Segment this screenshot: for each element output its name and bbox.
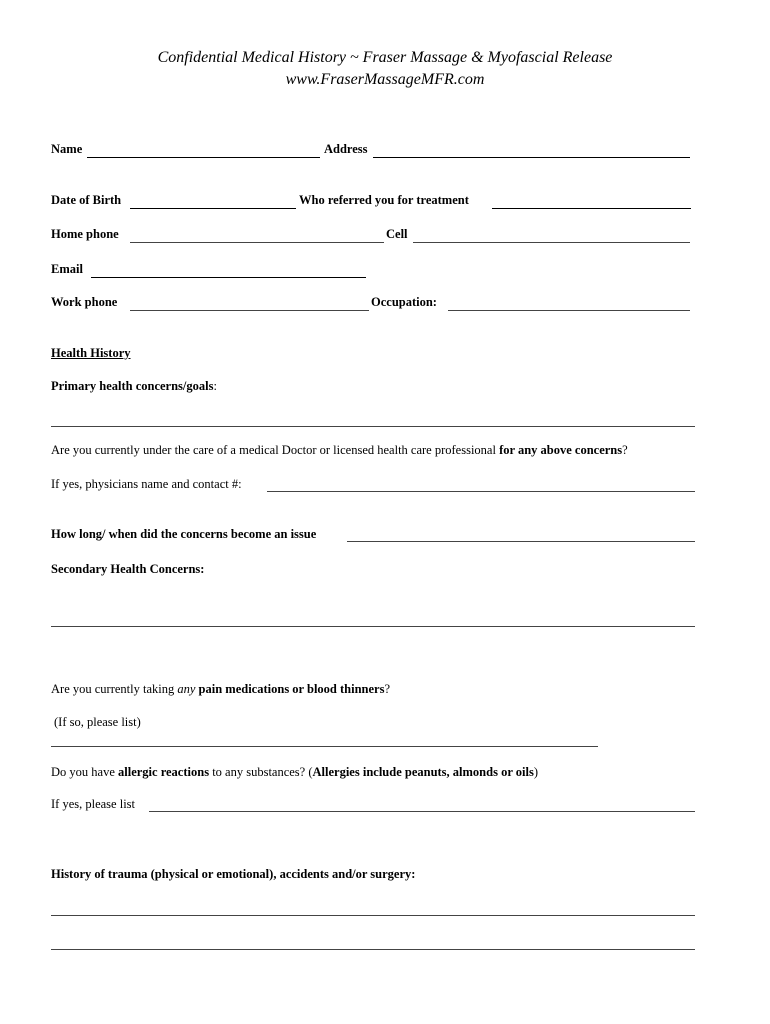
email-label: Email — [51, 262, 83, 276]
website: www.FraserMassageMFR.com — [285, 71, 485, 88]
email-field[interactable] — [91, 277, 366, 278]
home-phone-field[interactable] — [130, 242, 384, 243]
medical-care-question: Are you currently under the care of a medical Doctor or licensed health care professional for any above concerns? — [51, 443, 628, 457]
secondary-concerns-field[interactable] — [51, 626, 695, 627]
trauma-history-label: History of trauma (physical or emotional), accidents and/or surgery: — [51, 867, 416, 881]
referred-label: Who referred you for treatment — [299, 193, 469, 207]
cell-label: Cell — [386, 227, 408, 241]
address-field[interactable] — [373, 157, 690, 158]
allergy-list-label: If yes, please list — [51, 797, 136, 811]
address-label: Address — [324, 142, 368, 156]
health-history-heading: Health History — [51, 346, 131, 360]
primary-concerns-field[interactable] — [51, 426, 695, 427]
allergy-question: Do you have allergic reactions to any substances? (Allergies include peanuts, almonds or oils) — [51, 765, 539, 779]
medications-question: Are you currently taking any pain medications or blood thinners? — [51, 682, 391, 696]
how-long-label: How long/ when did the concerns become an issue — [51, 527, 317, 541]
physician-label: If yes, physicians name and contact #: — [51, 477, 242, 491]
occupation-label: Occupation: — [371, 295, 437, 309]
physician-field[interactable] — [267, 491, 695, 492]
medications-list-label: (If so, please list) — [54, 715, 141, 729]
work-phone-field[interactable] — [130, 310, 369, 311]
primary-concerns-label: Primary health concerns/goals: — [51, 379, 217, 393]
work-phone-label: Work phone — [51, 295, 118, 309]
home-phone-label: Home phone — [51, 227, 119, 241]
name-field[interactable] — [87, 157, 320, 158]
trauma-history-field-1[interactable] — [51, 915, 695, 916]
how-long-field[interactable] — [347, 541, 695, 542]
allergy-list-field[interactable] — [149, 811, 695, 812]
secondary-concerns-label: Secondary Health Concerns: — [51, 562, 205, 576]
occupation-field[interactable] — [448, 310, 690, 311]
dob-field[interactable] — [130, 208, 296, 209]
dob-label: Date of Birth — [51, 193, 122, 207]
trauma-history-field-2[interactable] — [51, 949, 695, 950]
cell-field[interactable] — [413, 242, 690, 243]
name-label: Name — [51, 142, 83, 156]
referred-field[interactable] — [492, 208, 691, 209]
form-title: Confidential Medical History ~ Fraser Massage & Myofascial Release — [157, 49, 613, 66]
medications-list-field[interactable] — [51, 746, 598, 747]
